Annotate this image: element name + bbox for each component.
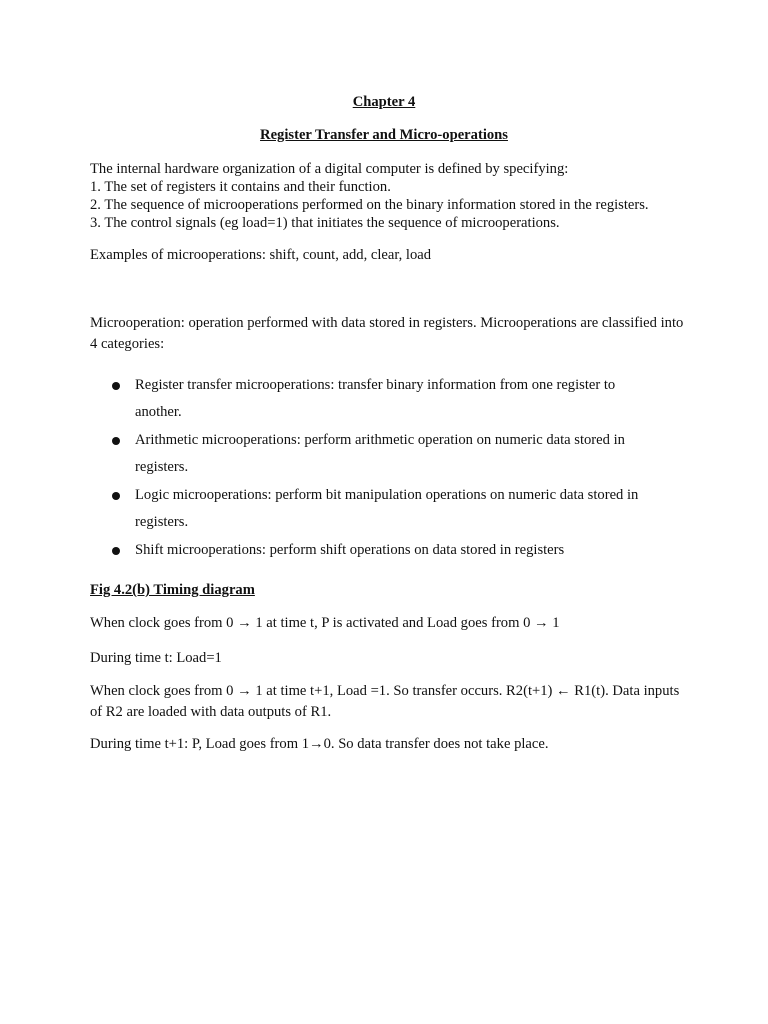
figure-title: Fig 4.2(b) Timing diagram: [90, 582, 255, 598]
bullet-dot-icon: [112, 492, 120, 500]
category-text: Arithmetic microoperations: perform arithmetic operation on numeric data stored in registers.: [135, 432, 625, 475]
timing-line: When clock goes from 0 → 1 at time t, P is activated and Load goes from 0 → 1: [90, 615, 560, 631]
list-item: [90, 537, 695, 564]
intro-line: The internal hardware organization of a digital computer is defined by specifying:: [90, 161, 569, 177]
examples-line: Examples of microoperations: shift, count, add, clear, load: [90, 247, 432, 263]
timing-line: When clock goes from 0 → 1 at time t+1, Load =1. So transfer occurs. R2(t+1) ← R1(t). Data inputs of R2 are loaded with data outputs of R1.: [90, 683, 680, 720]
list-item: [90, 372, 645, 426]
list-item: [90, 482, 670, 536]
bullet-dot-icon: [112, 437, 120, 445]
bullet-dot-icon: [112, 547, 120, 555]
intro-line: 3. The control signals (eg load=1) that initiates the sequence of microoperations.: [90, 215, 560, 231]
chapter-title: Chapter 4: [352, 94, 416, 110]
category-list: [90, 372, 690, 565]
timing-line: During time t+1: P, Load goes from 1→0. So data transfer does not take place.: [90, 736, 549, 752]
timing-line: During time t: Load=1: [90, 650, 222, 666]
category-text: Register transfer microoperations: transfer binary information from one register to another.: [135, 377, 616, 420]
category-text: Logic microoperations: perform bit manipulation operations on numeric data stored in registers.: [135, 487, 639, 530]
intro-line: 1. The set of registers it contains and their function.: [90, 179, 391, 195]
section-title: Register Transfer and Micro-operations: [260, 127, 508, 143]
intro-line: 2. The sequence of microoperations performed on the binary information stored in the registers.: [90, 197, 649, 213]
intro-block: [90, 160, 710, 232]
list-item: [90, 427, 655, 481]
microoperation-definition: Microoperation: operation performed with data stored in registers. Microoperations are classified into 4 categories:: [90, 315, 684, 352]
bullet-dot-icon: [112, 382, 120, 390]
category-text: Shift microoperations: perform shift operations on data stored in registers: [135, 542, 565, 558]
